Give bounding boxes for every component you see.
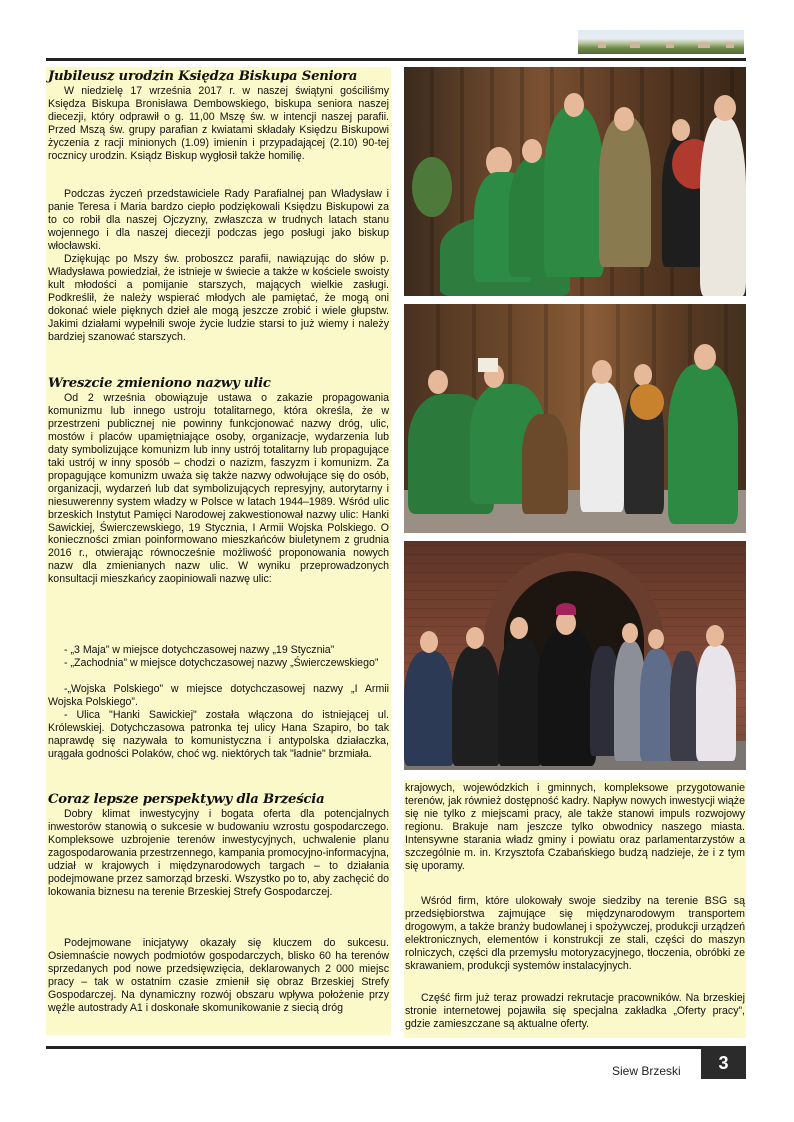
article3-paragraph3: krajowych, wojewódzkich i gminnych, kompleksowe przygotowanie terenów, jak również dostępność kadry. Napływ nowych inwestycji wiąże się nie tylko z miejscami pracy, ale także stanowi impuls rozwojowy regionu. Brakuje nam jeszcze tylko obwodnicy naszego miasta. Intensywne starania władz gminy i powiatu oraz parlamentarzystów a szczególnie m. in. Krzysztofa Czabańskiego budzą nadzieje, że i z tym się uporamy. xyxy=(405,782,745,872)
photo-parishioners-flowers xyxy=(404,304,746,533)
page-number: 3 xyxy=(701,1046,746,1079)
article3-paragraph5: Część firm już teraz prowadzi rekrutacje pracowników. Na brzeskiej stronie internetowej pojawiła się specjalna zakładka „Oferty pracy”, gdzie zamieszczane są aktualne oferty. xyxy=(405,992,745,1030)
article3-paragraph4: Wśród firm, które ulokowały swoje siedziby na terenie BSG są przedsiębiorstwa zajmujące się międzynarodowym transportem drogowym, a także branży budowlanej i spożywczej, produkcji urządzeń elektronicznych, elementów i konstrukcji ze stali, części do maszyn rolniczych, części dla przemysłu motoryzacyjnego, tłoczenia, obróbki ze skrawaniem, produkcji systemów instalacyjnych. xyxy=(405,895,745,972)
article2-list-item-1: - „3 Maja” w miejsce dotychczasowej nazwy „19 Stycznia” xyxy=(64,644,335,656)
photo-bishop-greeting xyxy=(404,67,746,296)
article3-paragraph1: Dobry klimat inwestycyjny i bogata oferta dla potencjalnych inwestorów stanowią o sukcesie w budowaniu wzrostu gospodarczego. Kompleksowe uzbrojenie terenów inwestycyjnych, uchwalenie planu zagospodarowania przestrzennego, kampania promocyjno-informacyjna, udział w krajowych i międzynarodowych targach – to działania podejmowane przez samorząd brzeski. Wszystko po to, aby zachęcić do lokowania biznesu na terenie Brzeskiej Strefy Gospodarczej. xyxy=(48,808,389,898)
footer-rule xyxy=(46,1046,702,1049)
article2-paragraph1: Od 2 września obowiązuje ustawa o zakazie propagowania komunizmu lub innego ustroju totalitarnego, która określa, że w przestrzeni publicznej nie powinny funkcjonować nazwy dróg, ulic, mostów i placów upamiętniające osoby, organizacje, wydarzenia lub daty symbolizujące komunizm lub inny ustrój totalitarny lub propagujące taki ustrój w inny sposób – chodzi o nazizm, faszyzm i komunizm. Za propagujące komunizm uważa się także nazwy odwołujące się do osób, organizacji, wydarzeń lub dat symbolizujących represyjny, autorytarny i niesuwerenny system władzy w Polsce w latach 1944–1989. Wśród ulic brzeskich Instytut Pamięci Narodowej zakwestionował nazwy ulic: Hanki Sawickiej, Świerczewskiego, 19 Stycznia, I Armii Wojska Polskiego. O konieczności zmian poinformowano mieszkańców biuletynem z grudnia 2016 r., otwierając równocześnie możliwość proponowania nowych nazw dla zmienianych nazw ulic. W wyniku przeprowadzonych konsultacji mieszkańcy zaopiniowali nazwę ulic: xyxy=(48,392,389,586)
article3-paragraph2: Podejmowane inicjatywy okazały się kluczem do sukcesu. Osiemnaście nowych podmiotów gospodarczych, blisko 60 ha terenów sprzedanych pod nowe przedsięwzięcia, deklarowanych 2 000 miejsc pracy – tak w ostatnim czasie zmienił się obraz Brzeskiej Strefy Gospodarczej. Na dynamiczny rozwój obszaru wpływa położenie przy węźle autostrady A1 i doskonałe skomunikowanie z siecią dróg xyxy=(48,937,389,1014)
magazine-name: Siew Brzeski xyxy=(612,1064,681,1078)
article2-list-item-2: - „Zachodnia” w miejsce dotychczasowej nazwy „Świerczewskiego” xyxy=(64,657,379,669)
article2-list-item-3: -„Wojska Polskiego” w miejsce dotychczasowej nazwy „I Armii Wojska Polskiego”. xyxy=(48,683,389,708)
article1-paragraph3: Dziękując po Mszy św. proboszcz parafii, nawiązując do słów p. Władysława powiedział, że istnieje w świecie a także w kościele swoisty kult młodości a pomijanie starszych, mających wielkie zasługi. Podkreślił, że należy wspierać młodych ale pamiętać, że mogą oni dokonać wiele pięknych dzieł ale mogą jeszcze zrobić i wiele głupstw. Jakimi działami wypełnili swoje życie ludzie starsi to już wiemy i należy bardziej szanować starszych. xyxy=(48,253,389,343)
article2-list-item-4: - Ulica "Hanki Sawickiej" została włączona do istniejącej ul. Królewskiej. Dotychczasowa patronka tej ulicy Hana Szapiro, bo tak naprawdę się nazywała to komunistyczna i antypolska działaczka, urągała godności Polaków, choć wg. niektórych tak "ładnie" brzmiała. xyxy=(48,709,389,760)
article2-heading: Wreszcie zmieniono nazwy ulic xyxy=(48,376,271,391)
header-town-photo xyxy=(578,30,744,54)
article1-heading: Jubileusz urodzin Księdza Biskupa Seniora xyxy=(48,69,358,84)
article1-paragraph2: Podczas życzeń przedstawiciele Rady Parafialnej pan Władysław i panie Teresa i Maria bardzo ciepło podziękowali Księdzu Biskupowi za to co robił dla naszej Ojczyzny, zwłaszcza w trudnych latach stanu wojennego i dla naszej diecezji podczas jego posługi jako biskup włocławski. xyxy=(48,188,389,252)
header-rule xyxy=(46,58,746,61)
photo-group-church-entrance xyxy=(404,541,746,770)
article3-heading: Coraz lepsze perspektywy dla Brześcia xyxy=(48,792,325,807)
article1-paragraph1: W niedzielę 17 września 2017 r. w naszej świątyni gościliśmy Księdza Biskupa Bronisława Dembowskiego, biskupa seniora naszej diecezji, który odprawił o g. 11,00 Mszę św. w intencji naszej parafii. Przed Mszą św. grupy parafian z kwiatami składały Księdzu Biskupowi życzenia z racji minionych (1.09) imienin i przypadającej (2.10) 90-tej rocznicy urodzin. Ksiądz Biskup wygłosił także homilię. xyxy=(48,85,389,162)
